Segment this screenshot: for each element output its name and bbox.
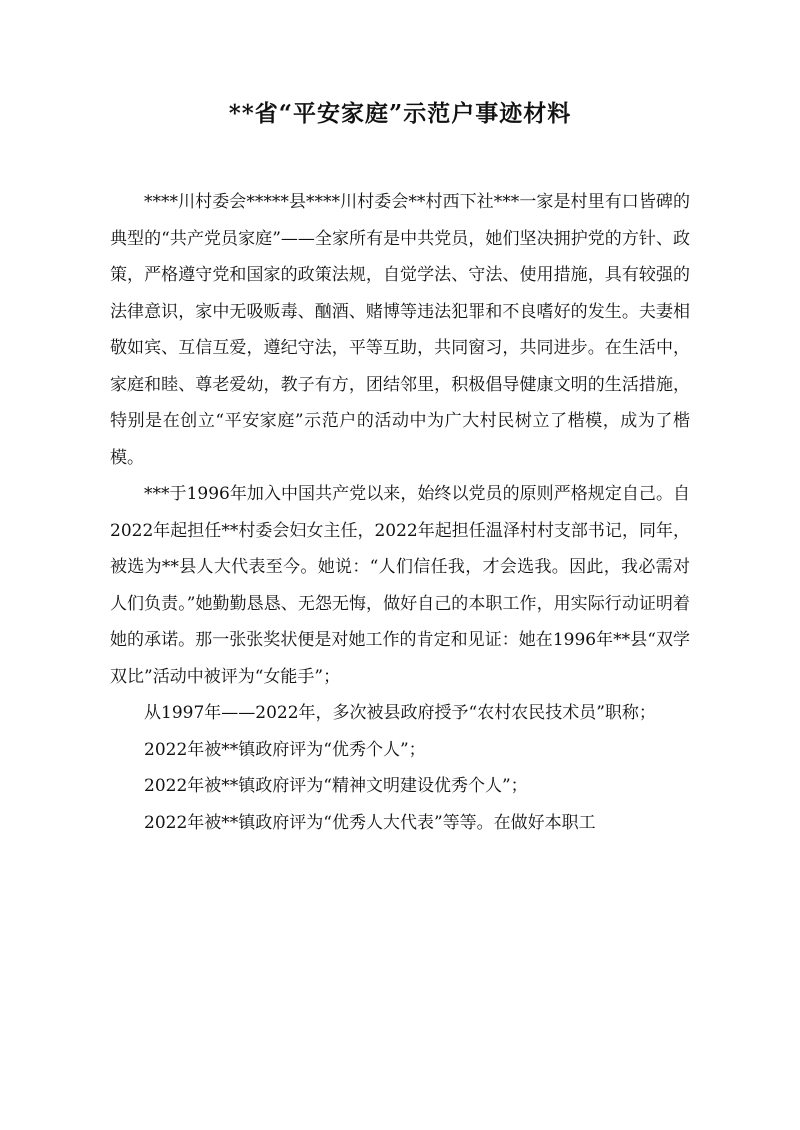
paragraph-party-history: ***于1996年加入中国共产党以来，始终以党员的原则严格规定自己。自2022年起担任**村委会妇女主任，2022年起担任温泽村村支部书记，同年，被选为**县人大代表至今。她说：“人们信任我，才会选我。因此，我必需对人们负责。”她勤勤恳恳、无怨无悔，做好自己的本职工作，用实际行动证明着她的承诺。那一张张奖状便是对她工作的肯定和见证：她在1996年**县“双学双比”活动中被评为“女能手”； bbox=[110, 484, 690, 687]
paragraph-family-intro: ****川村委会*****县****川村委会**村西下社***一家是村里有口皆碑的典型的“共产党员家庭”——全家所有是中共党员，她们坚决拥护党的方针、政策，严格遵守党和国家的政策法规，自觉学法、守法、使用措施，具有较强的法律意识，家中无吸贩毒、酗酒、赌博等违法犯罪和不良嗜好的发生。夫妻相敬如宾、互信互爱，遵纪守法，平等互助，共同窗习，共同进步。在生活中，家庭和睦、尊老爱幼，教子有方，团结邻里，积极倡导健康文明的生活措施，特别是在创立“平安家庭”示范户的活动中为广大村民树立了楷模，成为了楷模。 bbox=[110, 192, 690, 468]
document-body bbox=[110, 184, 690, 841]
paragraph-technician-title: 从1997年——2022年，多次被县政府授予“农村农民技术员”职称； bbox=[144, 703, 656, 723]
document-title: **省“平安家庭”示范户事迹材料 bbox=[228, 100, 572, 127]
paragraph-award-civilization: 2022年被**镇政府评为“精神文明建设优秀个人”； bbox=[144, 776, 528, 796]
paragraph-award-excellent-individual: 2022年被**镇政府评为“优秀个人”； bbox=[144, 739, 426, 760]
paragraph-award-deputy: 2022年被**镇政府评为“优秀人大代表”等等。在做好本职工 bbox=[144, 812, 596, 833]
